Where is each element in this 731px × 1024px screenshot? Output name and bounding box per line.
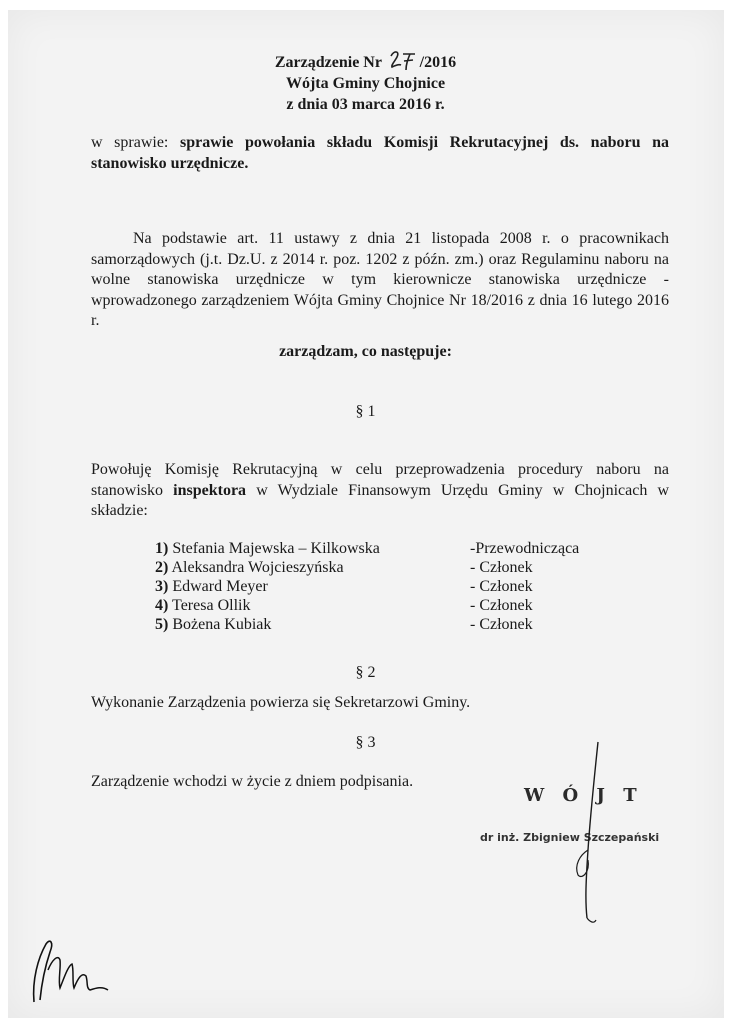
member-role: -Przewodnicząca <box>470 540 580 557</box>
header-line-1: Zarządzenie Nr /2016 <box>0 54 731 72</box>
member-name: 2) Aleksandra Wojcieszyńska <box>155 559 344 576</box>
member-name: 4) Teresa Ollik <box>155 597 251 614</box>
section-1-paragraph: Powołuję Komisję Rekrutacyjną w celu przeprowadzenia procedury naboru na stanowisko inspektora w Wydziale Finansowym Urzędu Gminy w Chojnicach w składzie: <box>91 461 670 519</box>
member-role: - Członek <box>470 616 533 633</box>
member-role: - Członek <box>470 559 533 576</box>
member-name: 1) Stefania Majewska – Kilkowska <box>155 540 380 557</box>
section-2-mark: § 2 <box>355 664 376 681</box>
signature-mark <box>560 740 630 930</box>
initials-signature <box>28 930 118 1010</box>
header-line-3: z dnia 03 marca 2016 r. <box>286 96 445 113</box>
member-role: - Członek <box>470 578 533 595</box>
member-role: - Członek <box>470 597 533 614</box>
header-line-2: Wójta Gminy Chojnice <box>285 75 446 92</box>
section-3-mark: § 3 <box>355 734 376 751</box>
decree-line: zarządzam, co następuje: <box>279 343 452 360</box>
legal-basis-paragraph: Na podstawie art. 11 ustawy z dnia 21 listopada 2008 r. o pracownikach samorządowych (j.t. Dz.U. z 2014 r. poz. 1202 z późn. zm.) oraz Regulaminu naboru na wolne stanowiska urzędnicze w tym kierownicze stanowiska urzędnicze - wprowadzonego zarządzeniem Wójta Gminy Chojnice Nr 18/2016 z dnia 16 lutego 2016 r. <box>91 230 669 329</box>
subject-paragraph: w sprawie: sprawie powołania składu Komisji Rekrutacyjnej ds. naboru na stanowisko urzędnicze. <box>91 134 669 172</box>
section-2-paragraph: Wykonanie Zarządzenia powierza się Sekretarzowi Gminy. <box>91 694 471 711</box>
stamp-name: dr inż. Zbigniew Szczepański <box>480 831 660 844</box>
member-name: 3) Edward Meyer <box>155 578 268 595</box>
stamp-title: W Ó J T <box>524 785 643 806</box>
section-1-mark: § 1 <box>355 403 376 420</box>
handwritten-number <box>386 54 420 72</box>
section-3-paragraph: Zarządzenie wchodzi w życie z dniem podpisania. <box>91 773 414 790</box>
member-name: 5) Bożena Kubiak <box>155 616 272 633</box>
